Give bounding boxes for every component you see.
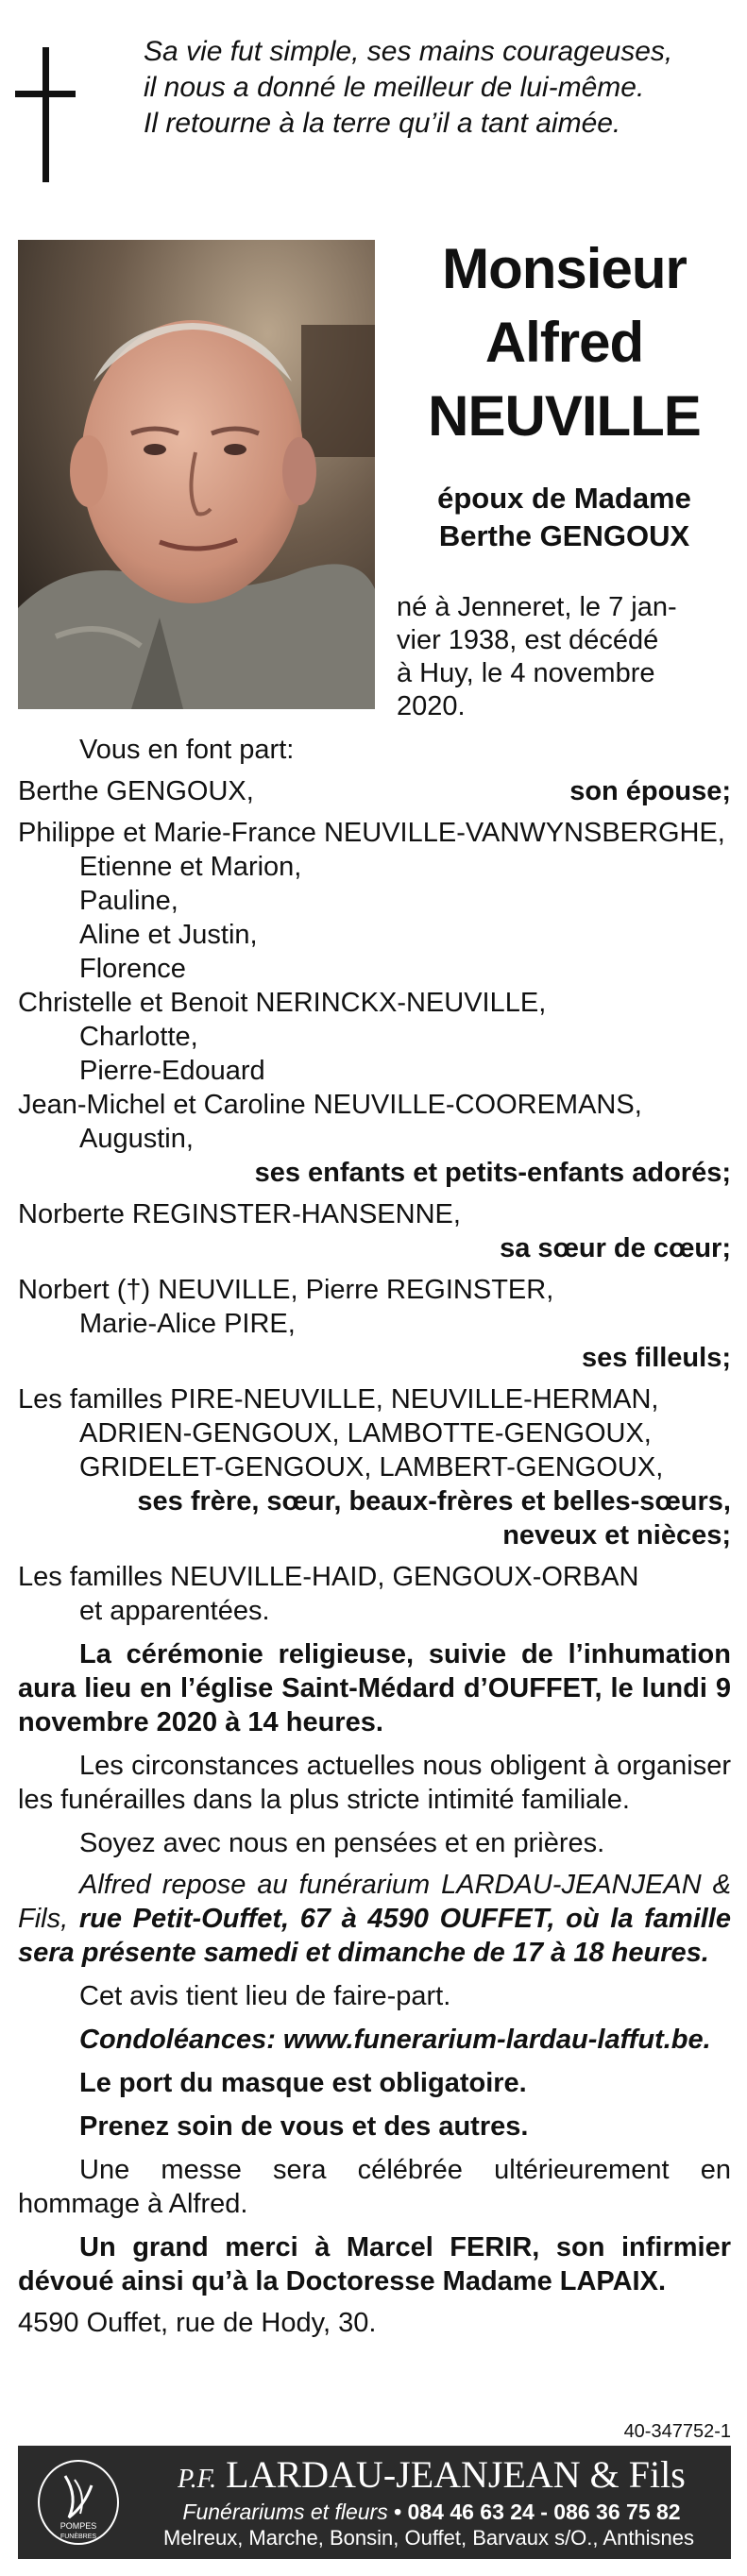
- family-line: Pierre-Edouard: [79, 1056, 265, 1086]
- relation-label: sa sœur de cœur;: [500, 1233, 731, 1263]
- born-line: vier 1938, est décédé: [397, 625, 659, 655]
- faire-part-notice: Cet avis tient lieu de faire-part.: [79, 1981, 451, 2011]
- relation-label: ses filleuls;: [582, 1343, 731, 1373]
- relation-label: ses enfants et petits-enfants adorés;: [254, 1158, 731, 1188]
- thanks-notice: Un grand merci à Marcel FERIR, son infirmier dévoué ainsi qu’à la Doctoresse Madame LAPAIX.: [18, 2232, 731, 2296]
- funeral-home-locations: Melreux, Marche, Bonsin, Ouffet, Barvaux s/O., Anthisnes: [162, 2526, 695, 2550]
- family-line: Jean-Michel et Caroline NEUVILLE-COOREMANS,: [18, 1090, 642, 1120]
- mask-notice: Le port du masque est obligatoire.: [79, 2068, 527, 2098]
- family-line: Aline et Justin,: [79, 920, 258, 950]
- name-first: Alfred: [484, 311, 644, 374]
- svg-text:POMPES: POMPES: [59, 2521, 97, 2531]
- funeral-home-name: P.F. LARDAU-JEANJEAN & Fils: [178, 2453, 686, 2496]
- family-line: Les familles PIRE-NEUVILLE, NEUVILLE-HERMAN,: [18, 1384, 659, 1415]
- reference-number: 40-347752-1: [623, 2421, 731, 2442]
- family-line: Charlotte,: [79, 1022, 198, 1052]
- born-line: 2020.: [397, 691, 466, 721]
- pompes-funebres-logo: [37, 2459, 120, 2546]
- family-line: Florence: [79, 954, 186, 984]
- verse-line: Il retourne à la terre qu’il a tant aimée.: [144, 108, 621, 139]
- deceased-name: [397, 232, 732, 453]
- born-line: à Huy, le 4 novembre: [397, 658, 655, 688]
- family-line: et apparentées.: [79, 1596, 270, 1626]
- family-line: Marie-Alice PIRE,: [79, 1309, 296, 1339]
- verse-line: Sa vie fut simple, ses mains courageuses,: [144, 36, 673, 67]
- family-line: GRIDELET-GENGOUX, LAMBERT-GENGOUX,: [79, 1452, 664, 1483]
- family-address: 4590 Ouffet, rue de Hody, 30.: [18, 2308, 377, 2338]
- verse: [144, 34, 729, 142]
- born-line: né à Jenneret, le 7 jan-: [397, 592, 677, 622]
- funeral-home-footer: [18, 2446, 731, 2559]
- ceremony-notice: La cérémonie religieuse, suivie de l’inhumation aura lieu en l’église Saint-Médard d’OUFFET, le lundi 9 novembre 2020 à 14 heures.: [18, 1639, 731, 1737]
- family-line: Berthe GENGOUX, son épouse;: [18, 776, 731, 806]
- family-line: Les familles NEUVILLE-HAID, GENGOUX-ORBAN: [18, 1562, 639, 1592]
- svg-text:FUNÈBRES: FUNÈBRES: [59, 2534, 97, 2540]
- funerarium-notice: Alfred repose au funérarium LARDAU-JEANJEAN & Fils, rue Petit-Ouffet, 67 à 4590 OUFFET, où la famille sera présente samedi et dimanche de 17 à 18 heures.: [18, 1870, 731, 1968]
- family-line: Etienne et Marion,: [79, 852, 302, 882]
- funeral-home-contacts: Funérariums et fleurs • 084 46 63 24 - 086 36 75 82: [182, 2500, 681, 2524]
- care-notice: Prenez soin de vous et des autres.: [79, 2111, 529, 2142]
- prayers-notice: Soyez avec nous en pensées et en prières.: [79, 1828, 605, 1858]
- condoleances-link[interactable]: Condoléances: www.funerarium-lardau-laffut.be.: [79, 2025, 711, 2055]
- spouse-info: [397, 480, 732, 555]
- mass-notice: Une messe sera célébrée ultérieurement en hommage à Alfred.: [18, 2155, 731, 2219]
- family-line: ADRIEN-GENGOUX, LAMBOTTE-GENGOUX,: [79, 1418, 652, 1449]
- name-last: NEUVILLE: [428, 384, 701, 448]
- relation-label: ses frère, sœur, beaux-frères et belles-sœurs,: [137, 1486, 731, 1517]
- family-line: Augustin,: [79, 1124, 194, 1154]
- family-line: Pauline,: [79, 886, 178, 916]
- birth-death-info: [397, 591, 732, 723]
- name-title: Monsieur: [442, 237, 687, 300]
- family-line: Norbert (†) NEUVILLE, Pierre REGINSTER,: [18, 1275, 554, 1305]
- circumstances-notice: Les circonstances actuelles nous obligent à organiser les funérailles dans la plus stricte intimité familiale.: [18, 1751, 731, 1815]
- relation-label: neveux et nièces;: [502, 1520, 731, 1551]
- spouse-line: époux de Madame: [437, 482, 691, 515]
- intro-line: Vous en font part:: [79, 735, 295, 765]
- family-line: Philippe et Marie-France NEUVILLE-VANWYNSBERGHE,: [18, 818, 725, 848]
- portrait-photo: [18, 240, 375, 709]
- family-line: Norberte REGINSTER-HANSENNE,: [18, 1199, 461, 1229]
- family-line: Christelle et Benoit NERINCKX-NEUVILLE,: [18, 988, 547, 1018]
- announcement-body: [18, 733, 731, 2340]
- verse-line: il nous a donné le meilleur de lui-même.: [144, 72, 645, 103]
- spouse-line: Berthe GENGOUX: [438, 519, 690, 552]
